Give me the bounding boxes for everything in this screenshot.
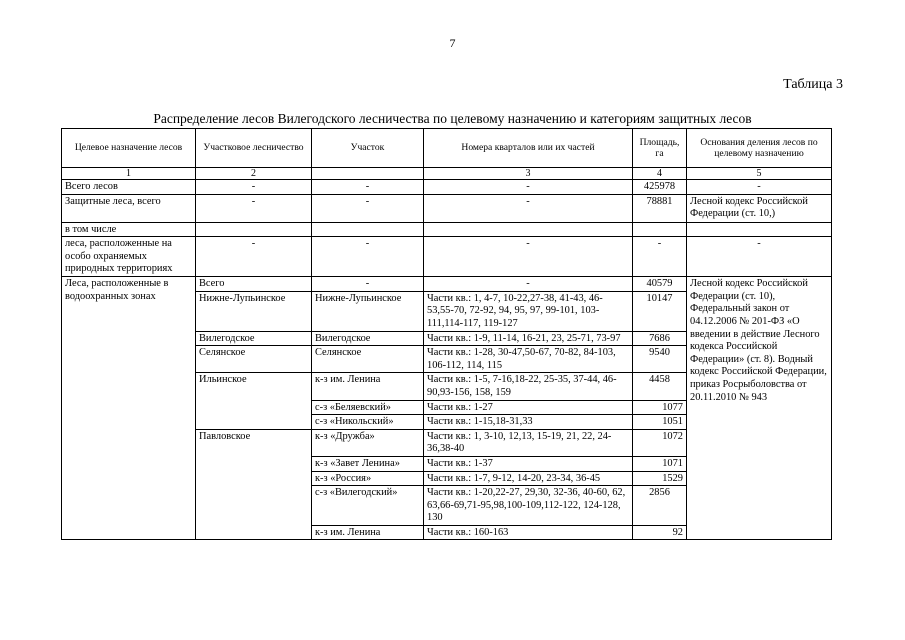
cell-quarters: Части кв.: 1, 4-7, 10-22,27-38, 41-43, 46-53,55-70, 72-92, 94, 95, 97, 99-101, 103-111,114-117, 119-127 (424, 291, 633, 331)
cell-purpose: Всего лесов (62, 180, 196, 195)
cell-district: - (196, 194, 312, 222)
cell-plot: с-з «Вилегодский» (312, 486, 424, 526)
cell-plot: с-з «Беляевский» (312, 400, 424, 415)
cell-area: 40579 (633, 277, 687, 292)
column-number: 5 (687, 168, 832, 180)
cell-plot: Вилегодскоe (312, 331, 424, 346)
header-plot: Участок (312, 129, 424, 168)
cell-area: 1529 (633, 471, 687, 486)
forest-distribution-table (61, 128, 832, 540)
column-number: 3 (424, 168, 633, 180)
cell-quarters: Части кв.: 1-28, 30-47,50-67, 70-82, 84-103, 106-112, 114, 115 (424, 346, 633, 373)
cell-plot: Нижне-Лупьинское (312, 291, 424, 331)
cell-purpose: в том числе (62, 222, 196, 237)
cell-plot: Селянское (312, 346, 424, 373)
cell-area: 7686 (633, 331, 687, 346)
cell-plot: к-з им. Ленина (312, 525, 424, 540)
cell-area: 78881 (633, 194, 687, 222)
cell-area: 425978 (633, 180, 687, 195)
cell-area: 2856 (633, 486, 687, 526)
cell-district: Всего (196, 277, 312, 292)
page-number: 7 (449, 36, 456, 50)
cell-district: - (196, 180, 312, 195)
table-row-including (62, 222, 832, 237)
cell-purpose: леса, расположенные на особо охраняемых природных территориях (62, 237, 196, 277)
cell-quarters: - (424, 194, 633, 222)
table-row-total (62, 180, 832, 195)
cell-quarters: Части кв.: 1-7, 9-12, 14-20, 23-34, 36-45 (424, 471, 633, 486)
cell-purpose: Леса, расположенные в водоохранных зонах (62, 277, 196, 540)
cell-basis: Лесной кодекс Российской Федерации (ст. 10), Федеральный закон от 04.12.2006 № 201-ФЗ «О введении в действие Лесного кодекса Российской Федерации» (ст. 8). Водный кодекс Российской Федерации, приказ Росрыболовства от 20.11.2010 № 943 (687, 277, 832, 540)
cell-area: 1072 (633, 429, 687, 456)
cell-area: 1077 (633, 400, 687, 415)
cell-area: 1051 (633, 415, 687, 430)
cell-area: 1071 (633, 456, 687, 471)
table-label: Таблица 3 (783, 77, 843, 92)
cell-plot: с-з «Никольский» (312, 415, 424, 430)
header-basis: Основания деления лесов по целевому назначению (687, 129, 832, 168)
cell-plot: к-з «Россия» (312, 471, 424, 486)
cell-quarters: - (424, 180, 633, 195)
cell-plot: к-з «Дружба» (312, 429, 424, 456)
cell-district: - (196, 237, 312, 277)
cell-quarters: Части кв.: 1-27 (424, 400, 633, 415)
column-number (312, 168, 424, 180)
header-quarters: Номера кварталов или их частей (424, 129, 633, 168)
cell-quarters: - (424, 237, 633, 277)
cell-quarters: Части кв.: 1-37 (424, 456, 633, 471)
cell-district: Вилегодское (196, 331, 312, 346)
cell-area: - (633, 237, 687, 277)
table-title: Распределение лесов Вилегодского лесничества по целевому назначению и категориям защитных лесов (153, 111, 752, 126)
cell-plot: - (312, 237, 424, 277)
cell-area: 9540 (633, 346, 687, 373)
cell-district: Павловское (196, 429, 312, 540)
cell-plot: - (312, 180, 424, 195)
cell-district: Ильинское (196, 373, 312, 429)
table-row-protective (62, 194, 832, 222)
cell-quarters: Части кв.: 1, 3-10, 12,13, 15-19, 21, 22, 24-36,38-40 (424, 429, 633, 456)
cell-quarters: - (424, 277, 633, 292)
cell-plot: - (312, 194, 424, 222)
column-number-row (62, 168, 832, 180)
cell-plot: к-з им. Ленина (312, 373, 424, 400)
header-purpose: Целевое назначение лесов (62, 129, 196, 168)
cell-basis: - (687, 237, 832, 277)
cell-area: 10147 (633, 291, 687, 331)
cell-area: 4458 (633, 373, 687, 400)
cell-district: Нижне-Лупьинское (196, 291, 312, 331)
cell-purpose: Защитные леса, всего (62, 194, 196, 222)
header-district: Участковое лесничество (196, 129, 312, 168)
cell-quarters: Части кв.: 1-9, 11-14, 16-21, 23, 25-71, 73-97 (424, 331, 633, 346)
cell-quarters: Части кв.: 1-15,18-31,33 (424, 415, 633, 430)
column-number: 1 (62, 168, 196, 180)
table-row-protected-areas (62, 237, 832, 277)
table-row-water-total (62, 277, 832, 292)
column-number: 4 (633, 168, 687, 180)
cell-district: Селянское (196, 346, 312, 373)
cell-plot: - (312, 277, 424, 292)
cell-quarters: Части кв.: 1-5, 7-16,18-22, 25-35, 37-44, 46-90,93-156, 158, 159 (424, 373, 633, 400)
header-area: Площадь, га (633, 129, 687, 168)
cell-plot: к-з «Завет Ленина» (312, 456, 424, 471)
cell-quarters: Части кв.: 160-163 (424, 525, 633, 540)
cell-quarters: Части кв.: 1-20,22-27, 29,30, 32-36, 40-60, 62, 63,66-69,71-95,98,100-109,112-122, 124-128, 130 (424, 486, 633, 526)
header-row (62, 129, 832, 168)
cell-basis: Лесной кодекс Российской Федерации (ст. 10,) (687, 194, 832, 222)
cell-area: 92 (633, 525, 687, 540)
column-number: 2 (196, 168, 312, 180)
cell-basis: - (687, 180, 832, 195)
